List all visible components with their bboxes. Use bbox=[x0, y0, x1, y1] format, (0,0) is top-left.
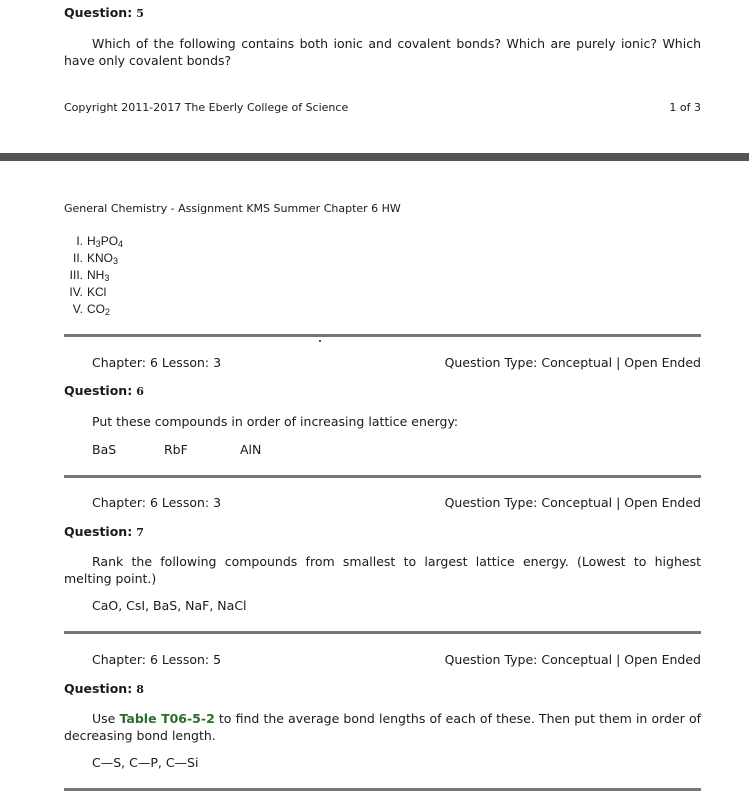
copyright: Copyright 2011-2017 The Eberly College of Science bbox=[64, 101, 349, 114]
question-type: Question Type: Conceptual | Open Ended bbox=[444, 355, 701, 370]
page-divider bbox=[0, 153, 749, 161]
question-7-text: Rank the following compounds from smallest to largest lattice energy. (Lowest to highest melting point.) bbox=[64, 554, 701, 586]
chapter-lesson: Chapter: 6 Lesson: 3 bbox=[92, 495, 222, 510]
formula-subscript: 3 bbox=[113, 256, 119, 266]
question-8-text bbox=[64, 710, 701, 744]
compound-list-item bbox=[64, 233, 123, 250]
question-number: 6 bbox=[136, 385, 144, 398]
section-rule bbox=[64, 475, 701, 478]
list-number: IV. bbox=[69, 285, 83, 299]
section-rule bbox=[64, 788, 701, 791]
formula-part: CO bbox=[87, 302, 105, 316]
question-7-compounds: CaO, CsI, BaS, NaF, NaCl bbox=[92, 598, 247, 613]
formula-part: KCl bbox=[87, 285, 107, 299]
list-number: II. bbox=[72, 251, 83, 265]
compounds-list bbox=[64, 233, 123, 318]
chapter-lesson: Chapter: 6 Lesson: 3 bbox=[92, 355, 222, 370]
compound-aln: AlN bbox=[240, 442, 262, 457]
formula-part: PO bbox=[100, 234, 119, 248]
question-label: Question: bbox=[64, 524, 133, 539]
compound-list-item bbox=[64, 301, 123, 318]
q8-text-before: Use bbox=[92, 711, 120, 726]
question-7-heading bbox=[64, 524, 144, 539]
formula-subscript: 3 bbox=[104, 273, 110, 283]
dot-mark bbox=[319, 340, 321, 342]
compound-list-item bbox=[64, 284, 123, 301]
question-8-heading bbox=[64, 681, 144, 696]
question-6-text: Put these compounds in order of increasing lattice energy: bbox=[92, 414, 459, 429]
question-6-heading bbox=[64, 383, 144, 398]
compound-list-item bbox=[64, 267, 123, 284]
list-number: V. bbox=[72, 302, 83, 316]
compound-rbf: RbF bbox=[164, 442, 188, 457]
formula-part: KNO bbox=[87, 251, 114, 265]
formula-part: NH bbox=[87, 268, 105, 282]
question-type: Question Type: Conceptual | Open Ended bbox=[444, 652, 701, 667]
formula-subscript: 3 bbox=[95, 239, 101, 249]
question-5-text: Which of the following contains both ionic and covalent bonds? Which are purely ionic? Which have only covalent bonds? bbox=[64, 36, 701, 68]
formula-subscript: 4 bbox=[118, 239, 124, 249]
formula-subscript: 2 bbox=[105, 307, 111, 317]
list-number: I. bbox=[76, 234, 83, 248]
chapter-lesson: Chapter: 6 Lesson: 5 bbox=[92, 652, 222, 667]
formula-part: H bbox=[87, 234, 96, 248]
table-link[interactable]: Table T06-5-2 bbox=[119, 711, 215, 726]
question-number: 8 bbox=[136, 683, 144, 696]
question-number: 5 bbox=[136, 7, 144, 20]
page-indicator: 1 of 3 bbox=[669, 101, 701, 114]
question-label: Question: bbox=[64, 5, 133, 20]
compound-list-item bbox=[64, 250, 123, 267]
question-label: Question: bbox=[64, 383, 133, 398]
question-type: Question Type: Conceptual | Open Ended bbox=[444, 495, 701, 510]
section-rule bbox=[64, 334, 701, 337]
question-label: Question: bbox=[64, 681, 133, 696]
question-5-heading bbox=[64, 5, 144, 20]
q8-text-after: to find the average bond lengths of each of these. Then put them in order of decreasing bond length. bbox=[64, 711, 701, 743]
question-number: 7 bbox=[136, 526, 144, 539]
section-rule bbox=[64, 631, 701, 634]
page-header: General Chemistry - Assignment KMS Summer Chapter 6 HW bbox=[64, 202, 401, 215]
compound-bas: BaS bbox=[92, 442, 117, 457]
list-number: III. bbox=[69, 268, 83, 282]
question-8-bonds: C—S, C—P, C—Si bbox=[92, 755, 199, 770]
